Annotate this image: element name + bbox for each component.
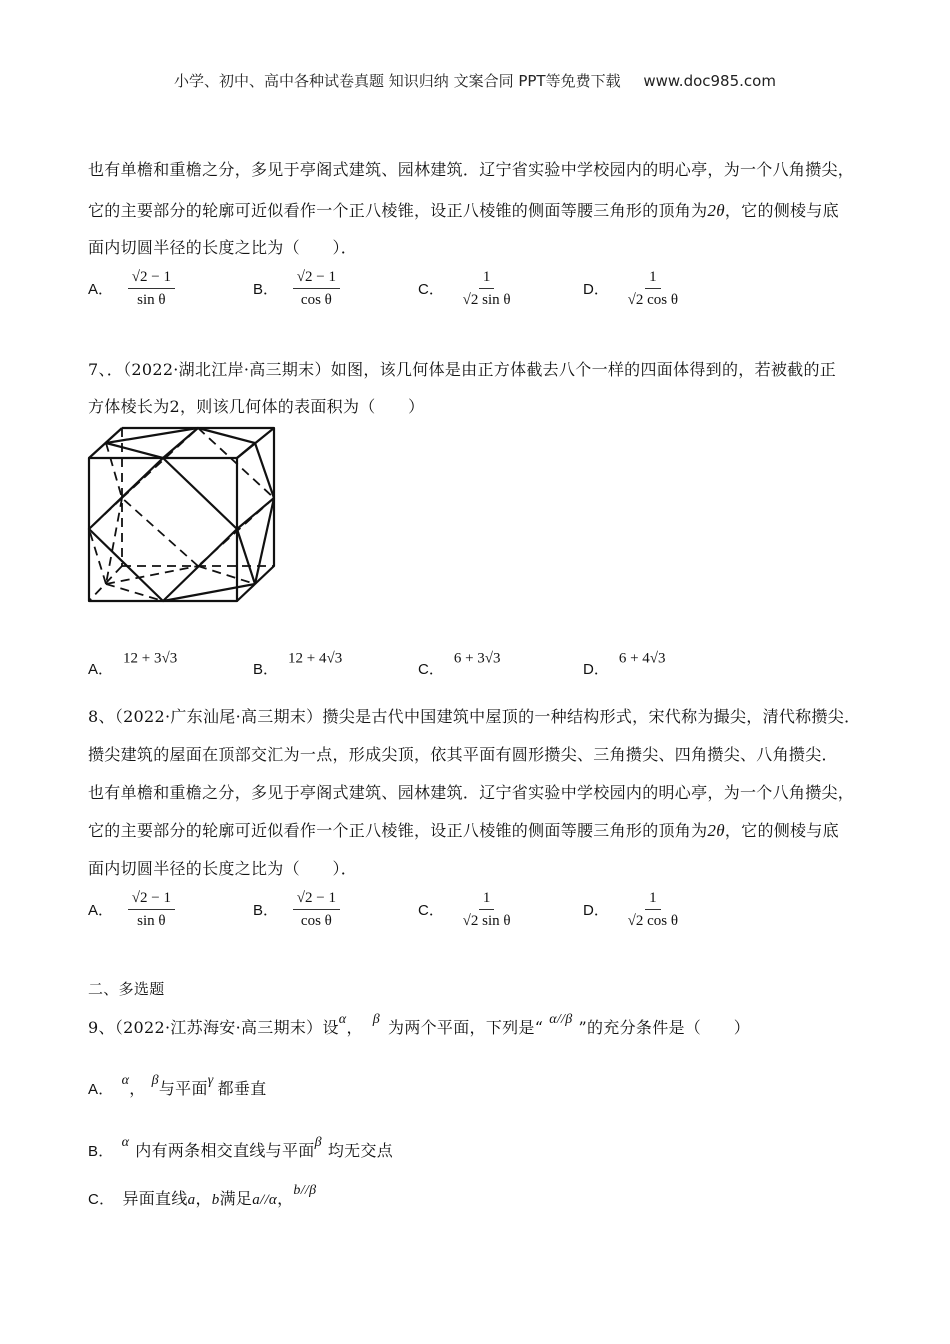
q8-line-5: 面内切圆半径的长度之比为（ ）．	[88, 859, 358, 878]
numerator: 1	[479, 889, 495, 910]
fraction	[459, 889, 515, 930]
beta-symbol: β	[314, 1135, 322, 1150]
q8-line-1: 8、（2022·广东汕尾·高三期末）攒尖是古代中国建筑中屋顶的一种结构形式，宋代称为撮尖，清代称攒尖．	[88, 707, 861, 726]
option-label: C．	[418, 902, 444, 919]
option-label: D．	[583, 902, 609, 919]
denominator: √2 cos θ	[627, 913, 679, 929]
cube-front-face	[89, 458, 237, 601]
section-title: 二、多选题	[88, 980, 165, 998]
q6-option-d[interactable]	[583, 268, 682, 309]
q6-line-1: 也有单檐和重檐之分，多见于亭阁式建筑、园林建筑．辽宁省实验中学校园内的明心亭，为一个八角攒尖，	[88, 160, 855, 179]
q7-option-d[interactable]	[583, 648, 666, 678]
alpha-symbol: α	[121, 1135, 130, 1150]
top-edge-5	[106, 443, 163, 458]
q8-line-4-text: 它的主要部分的轮廓可近似看作一个正八棱锥，设正八棱锥的侧面等腰三角形的顶角为	[88, 821, 708, 840]
variable-a: a	[187, 1192, 196, 1208]
denominator: sin θ	[137, 913, 166, 929]
option-label: B．	[253, 661, 279, 678]
option-text-tail: 均无交点	[327, 1141, 394, 1160]
option-value: 6 + 3√3	[453, 650, 501, 667]
fraction	[459, 268, 515, 309]
q6-line-2-text: 它的主要部分的轮廓可近似看作一个正八棱锥，设正八棱锥的侧面等腰三角形的顶角为	[88, 201, 708, 220]
option-label: C．	[418, 281, 444, 298]
q8-line-3: 也有单檐和重檐之分，多见于亭阁式建筑、园林建筑．辽宁省实验中学校园内的明心亭，为一个八角攒尖，	[88, 783, 855, 802]
numerator: √2 − 1	[293, 268, 340, 289]
option-text: 内有两条相交直线与平面	[135, 1141, 315, 1160]
denominator: √2 sin θ	[462, 292, 511, 308]
q7-option-b[interactable]	[253, 648, 343, 678]
hidden-edge-2	[89, 498, 122, 529]
q9-option-a[interactable]	[88, 1073, 267, 1099]
condition-b-beta: b//β	[293, 1183, 317, 1198]
page-header	[0, 70, 950, 91]
variable-b: b	[211, 1192, 220, 1208]
header-text: 小学、初中、高中各种试卷真题 知识归纳 文案合同 PPT等免费下载	[174, 72, 621, 90]
option-text-tail: 都垂直	[217, 1079, 267, 1098]
denominator: √2 cos θ	[627, 292, 679, 308]
beta-symbol: β	[151, 1073, 159, 1088]
header-url[interactable]: www.doc985.com	[643, 72, 776, 90]
alpha-symbol: α	[338, 1012, 347, 1027]
denominator: √2 sin θ	[462, 913, 511, 929]
option-label: D．	[583, 661, 609, 678]
condition-math: α//β	[549, 1012, 573, 1027]
denominator: cos θ	[300, 913, 332, 929]
q8-line-4	[88, 818, 839, 841]
q8-option-c[interactable]	[418, 889, 515, 930]
option-label: D．	[583, 281, 609, 298]
q6-theta-math: 2θ	[707, 201, 725, 220]
denominator: sin θ	[137, 292, 166, 308]
numerator: 1	[645, 889, 661, 910]
option-label: B．	[88, 1143, 114, 1160]
option-text: 与平面	[158, 1079, 208, 1098]
q8-option-b[interactable]	[253, 889, 340, 930]
q7-line-1: 7、．（2022·湖北江岸·高三期末）如图，该几何体是由正方体截去八个一样的四面体得到的，若被截的正	[88, 360, 837, 379]
q6-line-2	[88, 198, 839, 221]
option-label: C．	[88, 1191, 115, 1208]
q6-option-c[interactable]	[418, 268, 515, 309]
hidden-edge-1	[106, 443, 122, 498]
option-label: B．	[253, 281, 279, 298]
fraction	[293, 889, 340, 930]
q9-option-c[interactable]	[88, 1183, 317, 1209]
q9-comma: ，	[346, 1018, 363, 1037]
option-label: A．	[88, 661, 114, 678]
q8-line-2: 攒尖建筑的屋面在顶部交汇为一点，形成尖顶，依其平面有圆形攒尖、三角攒尖、四角攒尖、八角攒尖．	[88, 745, 838, 764]
separator: ，	[277, 1189, 294, 1208]
fraction	[128, 268, 175, 309]
option-label: A．	[88, 1081, 114, 1098]
q7-option-a[interactable]	[88, 648, 178, 678]
fraction	[293, 268, 340, 309]
denominator: cos θ	[300, 292, 332, 308]
q6-option-a[interactable]	[88, 268, 175, 309]
q9-prefix: 9、（2022·江苏海安·高三期末）设	[88, 1018, 339, 1037]
numerator: 1	[479, 268, 495, 289]
separator: ，	[195, 1189, 212, 1208]
q9-stem	[88, 1012, 751, 1038]
fraction	[624, 889, 682, 930]
option-value: 12 + 4√3	[288, 650, 343, 667]
alpha-symbol: α	[121, 1073, 130, 1088]
option-label: C．	[418, 661, 444, 678]
q6-option-b[interactable]	[253, 268, 340, 309]
q6-line-2-tail: ，它的侧棱与底	[724, 201, 839, 220]
gamma-symbol: γ	[207, 1073, 214, 1088]
fraction	[624, 268, 682, 309]
numerator: √2 − 1	[128, 889, 175, 910]
option-value: 12 + 3√3	[123, 650, 178, 667]
numerator: √2 − 1	[128, 268, 175, 289]
condition-a-alpha: a//α	[252, 1192, 278, 1208]
right-edge-4	[237, 529, 255, 584]
hidden-edge-11	[122, 498, 198, 566]
separator: ，	[129, 1079, 146, 1098]
q7-line-2: 方体棱长为2，则该几何体的表面积为（ ）	[88, 397, 425, 416]
numerator: 1	[645, 268, 661, 289]
hidden-edge-7	[198, 566, 255, 584]
top-edge-3	[198, 428, 255, 443]
numerator: √2 − 1	[293, 889, 340, 910]
option-label: B．	[253, 902, 279, 919]
fraction	[128, 889, 175, 930]
q9-option-b[interactable]	[88, 1135, 394, 1161]
q9-mid: 为两个平面，下列是“	[388, 1018, 544, 1037]
option-text-mid: 满足	[219, 1189, 253, 1208]
option-value: 6 + 4√3	[618, 650, 666, 667]
q6-line-3: 面内切圆半径的长度之比为（ ）．	[88, 238, 358, 257]
beta-symbol: β	[372, 1012, 381, 1027]
q8-option-d[interactable]	[583, 889, 682, 930]
cuboctahedron-figure	[84, 420, 284, 606]
option-text: 异面直线	[122, 1189, 188, 1208]
q8-line-4-tail: ，它的侧棱与底	[724, 821, 839, 840]
cube-edge-top-left	[89, 428, 122, 458]
front-square	[89, 458, 237, 601]
q9-suffix: ”的充分条件是（ ）	[578, 1018, 751, 1037]
q8-option-a[interactable]	[88, 889, 175, 930]
q7-option-c[interactable]	[418, 648, 501, 678]
option-label: A．	[88, 902, 114, 919]
q8-theta-math: 2θ	[707, 821, 725, 840]
top-edge-4	[237, 443, 255, 458]
option-label: A．	[88, 281, 114, 298]
